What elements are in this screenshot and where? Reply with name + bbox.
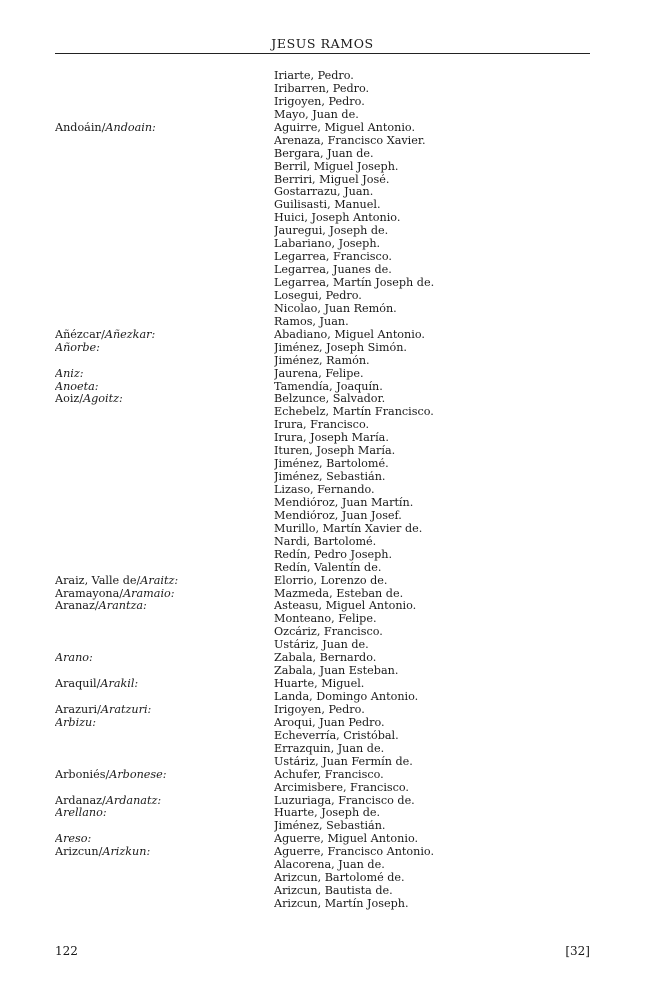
place-basque: Aramaio: (123, 587, 175, 600)
person-name: Jiménez, Bartolomé. (274, 458, 389, 471)
person-name: Ozcáriz, Francisco. (274, 626, 383, 639)
person-name: Bergara, Juan de. (274, 147, 374, 160)
list-row (55, 898, 590, 911)
place-name (55, 199, 274, 212)
place-name (55, 122, 274, 135)
person-name: Labariano, Joseph. (274, 238, 381, 251)
person-name: Aguirre, Miguel Antonio. (274, 121, 416, 134)
list-row (55, 277, 590, 290)
place-name (55, 303, 274, 316)
list-row (55, 471, 590, 484)
place-name (55, 600, 274, 613)
list-row (55, 186, 590, 199)
list-row (55, 795, 590, 808)
place-name (55, 355, 274, 368)
list-row (55, 846, 590, 859)
list-row (55, 678, 590, 691)
person-name: Abadiano, Miguel Antonio. (274, 328, 425, 341)
place-name (55, 820, 274, 833)
place-name (55, 562, 274, 575)
place-name (55, 109, 274, 122)
place-name (55, 807, 274, 820)
list-row (55, 833, 590, 846)
place-name (55, 691, 274, 704)
person-name: Aroqui, Juan Pedro. (274, 716, 385, 729)
person-name: Echebelz, Martín Francisco. (274, 406, 434, 419)
place-name (55, 484, 274, 497)
place-name (55, 174, 274, 187)
person-name: Jiménez, Ramón. (274, 354, 370, 367)
list-row (55, 575, 590, 588)
list-row (55, 432, 590, 445)
place-spanish: Araquil/ (55, 678, 101, 691)
list-row (55, 458, 590, 471)
person-name: Berriri, Miguel José. (274, 173, 390, 186)
list-row (55, 303, 590, 316)
place-spanish: Aramayona/ (55, 587, 124, 600)
person-name: Jiménez, Sebastián. (274, 471, 386, 484)
list-row (55, 161, 590, 174)
list-row (55, 717, 590, 730)
place-basque: Andoain: (105, 121, 156, 134)
list-row (55, 510, 590, 523)
place-name-list (55, 70, 590, 911)
place-name (55, 549, 274, 562)
person-name: Zabala, Juan Esteban. (274, 665, 399, 678)
person-name: Huici, Joseph Antonio. (274, 212, 401, 225)
place-name (55, 795, 274, 808)
place-basque: Arakil: (100, 678, 139, 691)
place-name (55, 432, 274, 445)
place-name (55, 743, 274, 756)
place-name (55, 536, 274, 549)
list-row (55, 626, 590, 639)
person-name: Iriarte, Pedro. (274, 70, 354, 82)
place-name (55, 406, 274, 419)
list-row (55, 368, 590, 381)
person-name: Zabala, Bernardo. (274, 652, 377, 665)
place-basque: Añorbe: (55, 341, 100, 354)
list-row (55, 782, 590, 795)
list-row (55, 756, 590, 769)
person-name: Ramos, Juan. (274, 315, 349, 328)
list-row (55, 730, 590, 743)
person-name: Arcimisbere, Francisco. (274, 781, 409, 794)
person-name: Berril, Miguel Joseph. (274, 160, 399, 173)
place-name (55, 730, 274, 743)
place-basque: Anoeta: (55, 380, 99, 393)
place-name (55, 186, 274, 199)
person-name: Arizcun, Martín Joseph. (274, 898, 409, 910)
place-name (55, 885, 274, 898)
place-name (55, 342, 274, 355)
person-name: Huarte, Miguel. (274, 678, 365, 691)
person-name: Legarrea, Martín Joseph de. (274, 277, 435, 289)
place-basque: Arbonese: (109, 768, 167, 781)
person-name: Belzunce, Salvador. (274, 393, 386, 406)
list-row (55, 393, 590, 406)
person-name: Mayo, Juan de. (274, 108, 359, 121)
place-basque: Aratzuri: (100, 703, 152, 716)
person-name: Redín, Pedro Joseph. (274, 548, 393, 561)
place-name (55, 393, 274, 406)
place-name (55, 497, 274, 510)
place-name (55, 833, 274, 846)
place-basque: Añezkar: (104, 328, 156, 341)
place-name (55, 846, 274, 859)
place-spanish: Andoáin/ (55, 121, 106, 134)
person-name: Irura, Joseph María. (274, 432, 389, 445)
list-row (55, 109, 590, 122)
person-name: Jiménez, Joseph Simón. (274, 341, 407, 354)
place-name (55, 96, 274, 109)
person-name: Mendióroz, Juan Martín. (274, 496, 414, 509)
person-name: Irigoyen, Pedro. (274, 703, 365, 716)
place-name (55, 161, 274, 174)
list-row (55, 225, 590, 238)
person-name: Alacorena, Juan de. (274, 859, 385, 872)
list-row (55, 419, 590, 432)
list-row (55, 238, 590, 251)
person-name: Jauregui, Joseph de. (274, 225, 389, 238)
list-row (55, 665, 590, 678)
list-row (55, 174, 590, 187)
place-name (55, 471, 274, 484)
running-header (55, 36, 590, 54)
section-number: [32] (565, 944, 590, 958)
list-row (55, 70, 590, 83)
place-name (55, 419, 274, 432)
place-name (55, 510, 274, 523)
list-row (55, 639, 590, 652)
place-name (55, 316, 274, 329)
list-row (55, 316, 590, 329)
list-row (55, 600, 590, 613)
list-row (55, 96, 590, 109)
place-spanish: Arboniés/ (55, 768, 110, 781)
place-name (55, 626, 274, 639)
place-name (55, 639, 274, 652)
person-name: Monteano, Felipe. (274, 613, 377, 626)
list-row (55, 807, 590, 820)
list-row (55, 484, 590, 497)
list-row (55, 342, 590, 355)
person-name: Tamendía, Joaquín. (274, 380, 383, 393)
person-name: Elorrio, Lorenzo de. (274, 574, 388, 587)
place-name (55, 212, 274, 225)
place-spanish: Arazuri/ (55, 703, 101, 716)
place-name (55, 148, 274, 161)
place-name (55, 523, 274, 536)
place-name (55, 368, 274, 381)
place-name (55, 588, 274, 601)
place-basque: Areso: (55, 833, 92, 846)
list-row (55, 704, 590, 717)
list-row (55, 743, 590, 756)
place-name (55, 83, 274, 96)
list-row (55, 251, 590, 264)
list-row (55, 549, 590, 562)
place-spanish: Ardanaz/ (55, 794, 106, 807)
place-name (55, 898, 274, 911)
person-name: Mazmeda, Esteban de. (274, 587, 404, 600)
place-spanish: Añézcar/ (55, 328, 105, 341)
list-row (55, 859, 590, 872)
person-name: Guilisasti, Manuel. (274, 199, 381, 212)
place-name (55, 704, 274, 717)
person-name: Asteasu, Miguel Antonio. (274, 600, 417, 613)
person-name: Iribarren, Pedro. (274, 82, 370, 95)
place-basque: Agoitz: (83, 393, 123, 406)
person-name: Huarte, Joseph de. (274, 807, 381, 820)
place-name (55, 652, 274, 665)
place-basque: Araitz: (140, 574, 179, 587)
place-name (55, 678, 274, 691)
person-name: Jaurena, Felipe. (274, 367, 364, 380)
place-name (55, 238, 274, 251)
person-name: Arizcun, Bautista de. (274, 885, 393, 898)
person-name: Murillo, Martín Xavier de. (274, 522, 423, 535)
list-row (55, 523, 590, 536)
person-name: Irura, Francisco. (274, 419, 370, 432)
place-basque: Arbizu: (55, 716, 97, 729)
place-name (55, 756, 274, 769)
place-name (55, 329, 274, 342)
person-name: Landa, Domingo Antonio. (274, 691, 419, 703)
place-name (55, 135, 274, 148)
list-row (55, 148, 590, 161)
list-row (55, 83, 590, 96)
list-row (55, 290, 590, 303)
place-name (55, 290, 274, 303)
list-row (55, 264, 590, 277)
person-name: Redín, Valentín de. (274, 561, 382, 574)
place-basque: Arizkun: (102, 846, 151, 859)
place-name (55, 575, 274, 588)
list-row (55, 212, 590, 225)
person-name: Arizcun, Bartolomé de. (274, 872, 405, 885)
person-name: Echeverría, Cristóbal. (274, 729, 399, 742)
place-name (55, 277, 274, 290)
place-name (55, 613, 274, 626)
place-basque: Arantza: (98, 600, 147, 613)
list-row (55, 355, 590, 368)
person-name: Nicolao, Juan Remón. (274, 302, 397, 315)
place-spanish: Araiz, Valle de/ (55, 574, 141, 587)
place-name (55, 251, 274, 264)
list-row (55, 562, 590, 575)
list-row (55, 536, 590, 549)
list-row (55, 329, 590, 342)
place-name (55, 445, 274, 458)
person-name: Legarrea, Francisco. (274, 251, 392, 264)
place-name (55, 717, 274, 730)
place-name (55, 665, 274, 678)
place-name (55, 381, 274, 394)
person-name: Lizaso, Fernando. (274, 484, 375, 496)
list-row (55, 769, 590, 782)
list-row (55, 445, 590, 458)
place-name (55, 769, 274, 782)
person-name: Aguerre, Francisco Antonio. (274, 846, 435, 859)
list-row (55, 691, 590, 704)
list-row (55, 497, 590, 510)
person-name: Errazquin, Juan de. (274, 742, 385, 755)
header-title: JESUS RAMOS (271, 36, 374, 51)
list-row (55, 135, 590, 148)
list-row (55, 381, 590, 394)
place-name (55, 872, 274, 885)
person-name: Legarrea, Juanes de. (274, 264, 392, 277)
place-basque: Arano: (55, 652, 93, 665)
place-spanish: Arizcun/ (55, 846, 103, 859)
person-name: Luzuriaga, Francisco de. (274, 794, 415, 807)
person-name: Losegui, Pedro. (274, 289, 362, 302)
place-name (55, 458, 274, 471)
list-row (55, 613, 590, 626)
person-name: Ustáriz, Juan de. (274, 639, 369, 652)
person-name: Arenaza, Francisco Xavier. (274, 134, 426, 147)
list-row (55, 199, 590, 212)
place-name (55, 70, 274, 83)
person-name: Gostarrazu, Juan. (274, 186, 374, 199)
place-spanish: Aranaz/ (55, 600, 99, 613)
person-name: Irigoyen, Pedro. (274, 95, 365, 108)
person-name: Ituren, Joseph María. (274, 445, 396, 458)
place-basque: Aniz: (55, 367, 84, 380)
person-name: Mendióroz, Juan Josef. (274, 509, 402, 522)
place-name (55, 264, 274, 277)
list-row (55, 122, 590, 135)
list-row (55, 588, 590, 601)
place-basque: Arellano: (55, 807, 107, 820)
place-name (55, 782, 274, 795)
person-name: Ustáriz, Juan Fermín de. (274, 755, 413, 768)
person-name: Nardi, Bartolomé. (274, 535, 377, 548)
place-name (55, 225, 274, 238)
person-name: Aguerre, Miguel Antonio. (274, 833, 419, 846)
person-name: Jiménez, Sebastián. (274, 820, 386, 833)
place-spanish: Aoiz/ (55, 393, 84, 406)
place-name (55, 859, 274, 872)
list-row (55, 885, 590, 898)
list-row (55, 820, 590, 833)
list-row (55, 872, 590, 885)
person-name: Achufer, Francisco. (274, 768, 384, 781)
list-row (55, 406, 590, 419)
page-number: 122 (55, 944, 78, 958)
place-basque: Ardanatz: (105, 794, 162, 807)
list-row (55, 652, 590, 665)
